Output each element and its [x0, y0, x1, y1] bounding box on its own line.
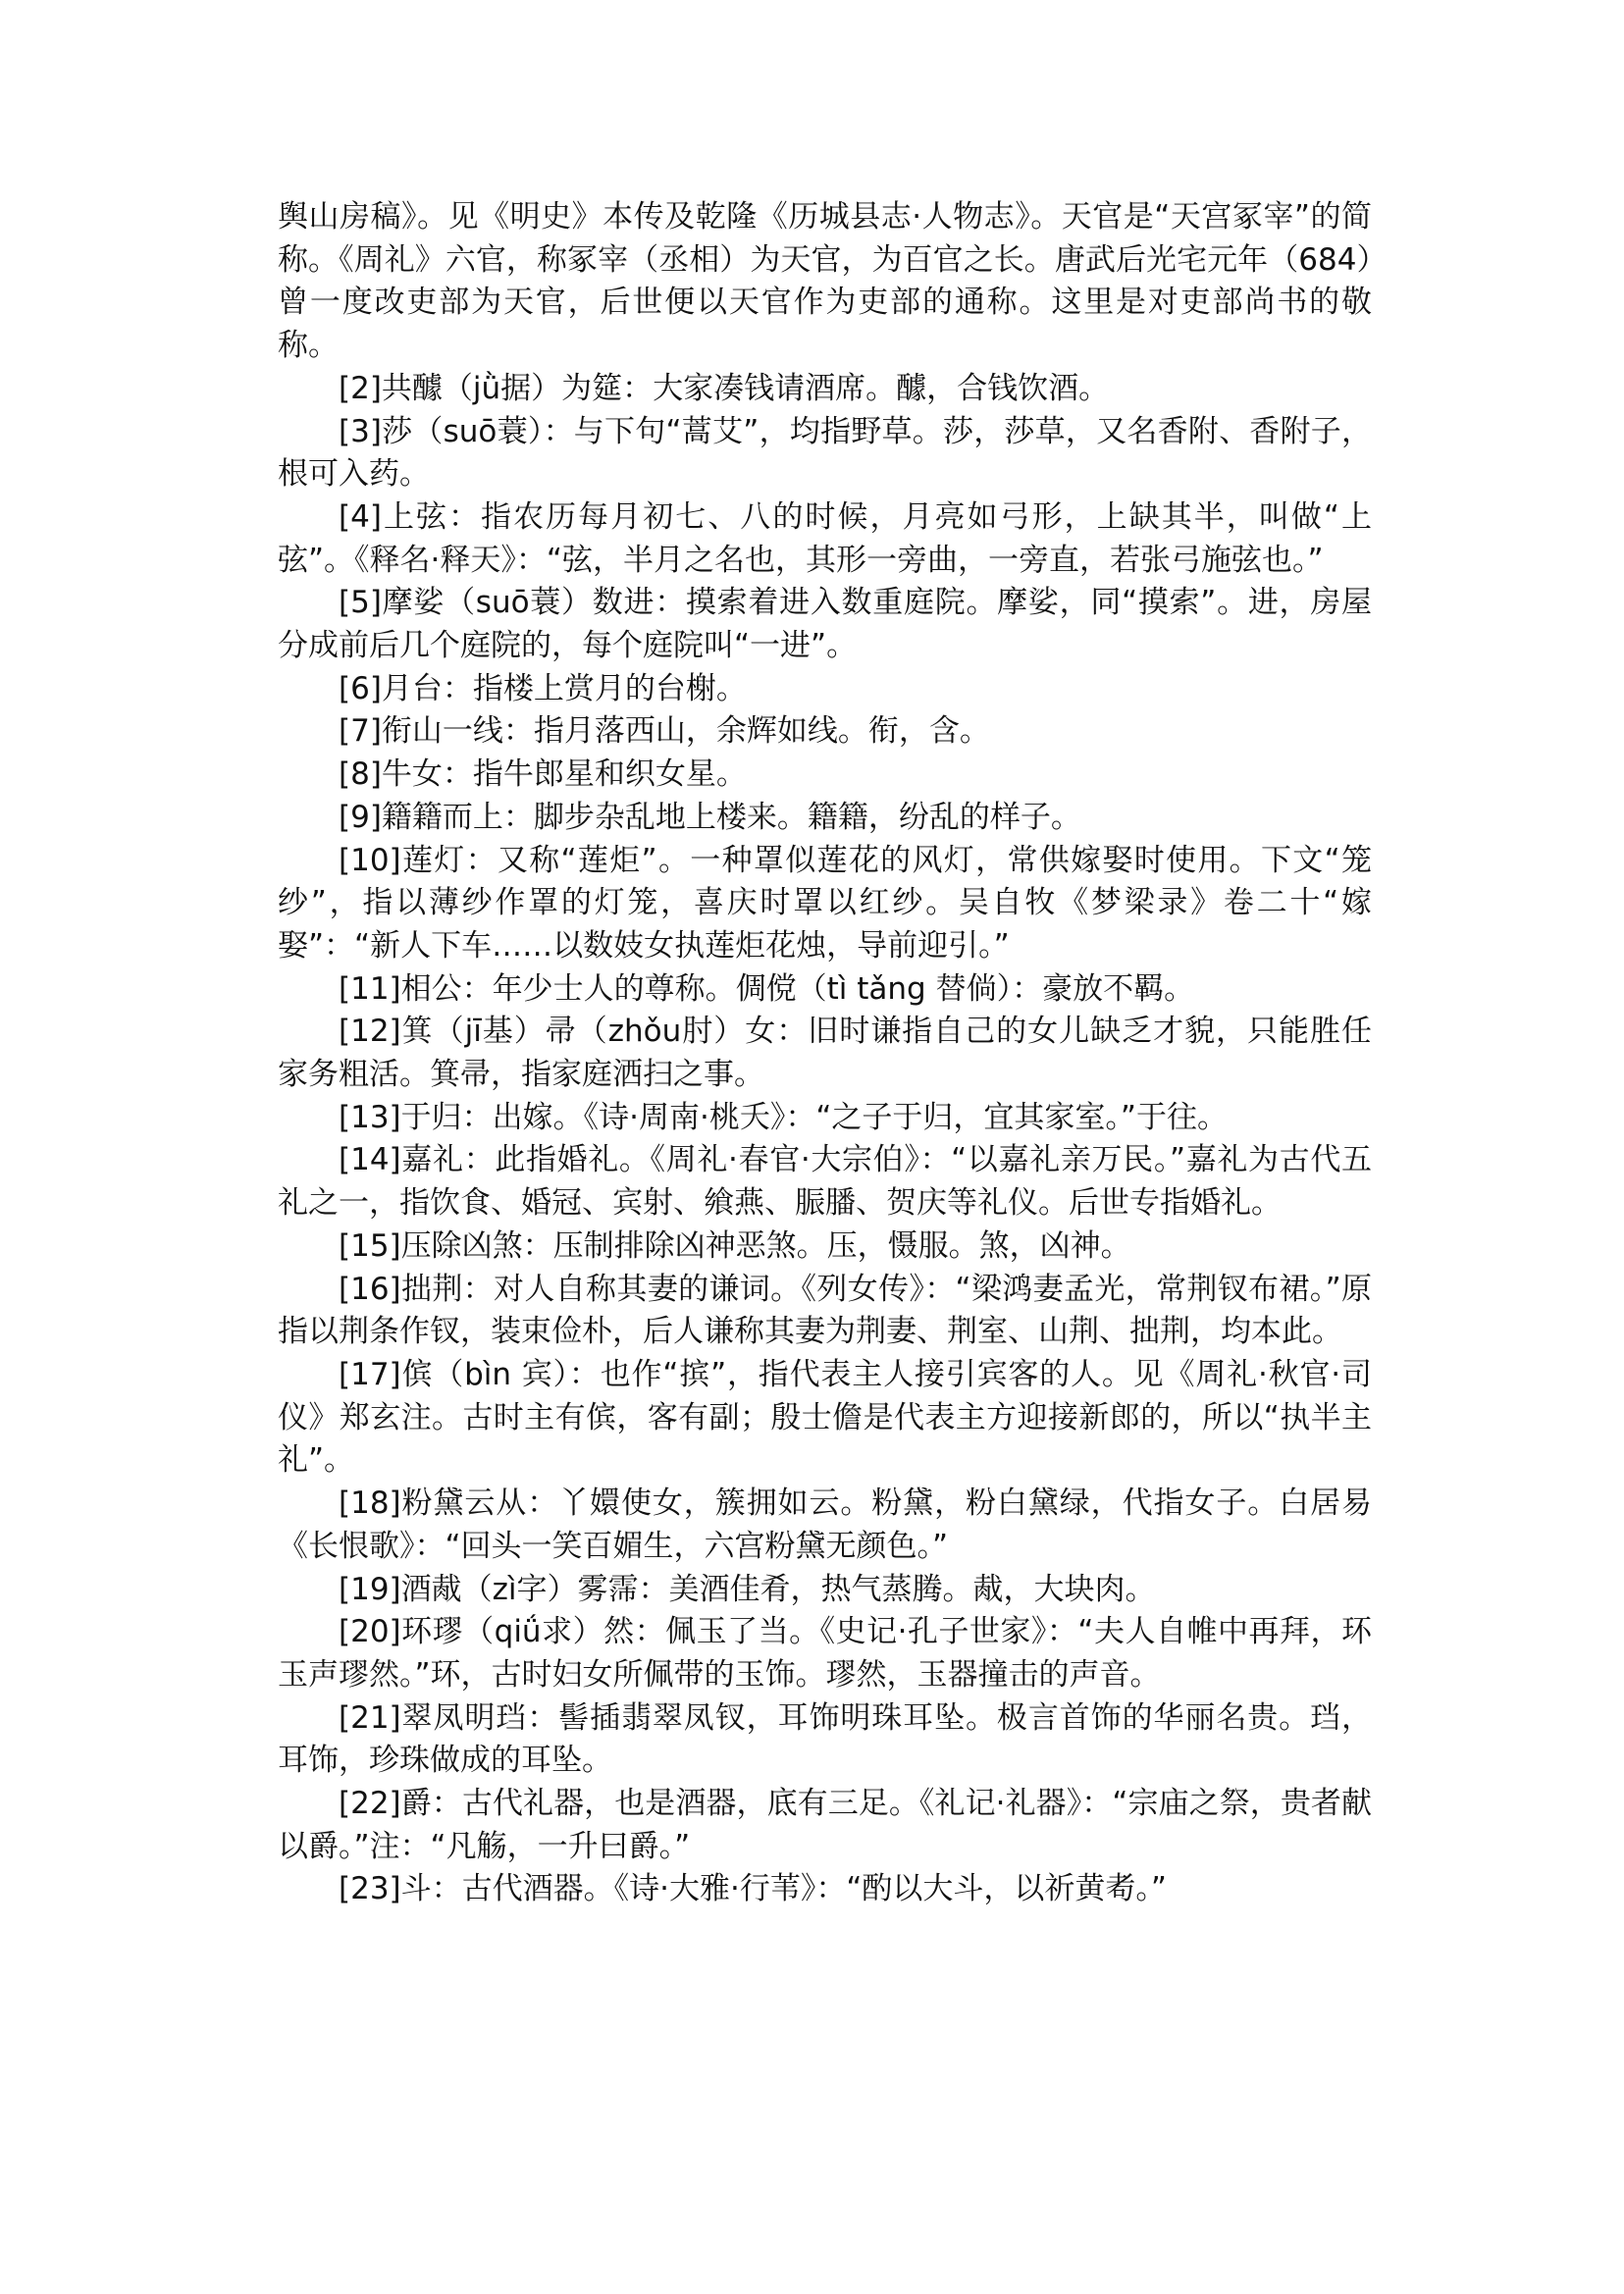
- footnote-3: [3]莎（suō蓑）：与下句“蒿艾”，均指野草。莎，莎草，又名香附、香附子，根可入药。: [278, 413, 1372, 493]
- footnote-13: [13]于归：出嫁。《诗·周南·桃夭》：“之子于归，宜其家室。”于往。: [339, 1099, 1228, 1135]
- footnote-8: [8]牛女：指牛郎星和织女星。: [339, 756, 747, 793]
- footnote-7: [7]衔山一线：指月落西山，余辉如线。衔，含。: [339, 713, 990, 750]
- footnote-15: [15]压除凶煞：压制排除凶神恶煞。压，慑服。煞，凶神。: [339, 1227, 1131, 1264]
- footnote-5: [5]摩娑（suō蓑）数进：摸索着进入数重庭院。摩娑，同“摸索”。进，房屋分成前后几个庭院的，每个庭院叫“一进”。: [278, 585, 1372, 664]
- paragraph-continuation: 舆山房稿》。见《明史》本传及乾隆《历城县志·人物志》。天官是“天宫冢宰”的简称。《周礼》六官，称冢宰（丞相）为天官，为百官之长。唐武后光宅元年（684）曾一度改吏部为天官，后世便以天官作为吏部的通称。这里是对吏部尚书的敬称。: [278, 199, 1372, 364]
- footnote-22: [22]爵：古代礼器，也是酒器，底有三足。《礼记·礼器》：“宗庙之祭，贵者献以爵。”注：“凡觞，一升曰爵。”: [278, 1786, 1372, 1864]
- footnote-17: [17]傧（bìn 宾）：也作“摈”，指代表主人接引宾客的人。见《周礼·秋官·司仪》郑玄注。古时主有傧，客有副；殷士儋是代表主方迎接新郎的，所以“执半主礼”。: [278, 1356, 1372, 1479]
- footnote-2: [2]共醵（jǜ据）为筵：大家凑钱请酒席。醵，合钱饮酒。: [339, 370, 1110, 406]
- footnote-6: [6]月台：指楼上赏月的台榭。: [339, 670, 747, 706]
- footnote-9: [9]籍籍而上：脚步杂乱地上楼来。籍籍，纷乱的样子。: [339, 799, 1081, 835]
- footnote-23: [23]斗：古代酒器。《诗·大雅·行苇》：“酌以大斗，以祈黄耇。”: [339, 1871, 1167, 1907]
- footnote-16: [16]拙荆：对人自称其妻的谦词。《列女传》：“梁鸿妻孟光，常荆钗布裙。”原指以荆条作钗，装束俭朴，后人谦称其妻为荆妻、荆室、山荆、拙荆，均本此。: [278, 1271, 1372, 1350]
- document-body: [278, 196, 1372, 1911]
- footnote-12: [12]箕（jī基）帚（zhǒu肘）女：旧时谦指自己的女儿缺乏才貌，只能胜任家务粗活。箕帚，指家庭洒扫之事。: [278, 1014, 1372, 1093]
- footnote-18: [18]粉黛云从：丫嬛使女，簇拥如云。粉黛，粉白黛绿，代指女子。白居易《长恨歌》：“回头一笑百媚生，六宫粉黛无颜色。”: [278, 1486, 1372, 1564]
- footnote-10: [10]莲灯：又称“莲炬”。一种罩似莲花的风灯，常供嫁娶时使用。下文“笼纱”，指以薄纱作罩的灯笼，喜庆时罩以红纱。吴自牧《梦梁录》卷二十“嫁娶”：“新人下车……以数妓女执莲炬花烛，导前迎引。”: [278, 842, 1372, 964]
- footnote-19: [19]酒胾（zì字）雾霈：美酒佳肴，热气蒸腾。胾，大块肉。: [339, 1571, 1156, 1607]
- footnote-14: [14]嘉礼：此指婚礼。《周礼·春官·大宗伯》：“以嘉礼亲万民。”嘉礼为古代五礼之一，指饮食、婚冠、宾射、飨燕、脤膰、贺庆等礼仪。后世专指婚礼。: [278, 1142, 1372, 1222]
- footnote-11: [11]相公：年少士人的尊称。倜傥（tì tǎng 替倘）：豪放不羁。: [339, 970, 1195, 1007]
- footnote-4: [4]上弦：指农历每月初七、八的时候，月亮如弓形，上缺其半，叫做“上弦”。《释名·释天》：“弦，半月之名也，其形一旁曲，一旁直，若张弓施弦也。”: [278, 498, 1372, 578]
- footnote-21: [21]翠凤明珰：髻插翡翠凤钗，耳饰明珠耳坠。极言首饰的华丽名贵。珰，耳饰，珍珠做成的耳坠。: [278, 1699, 1372, 1779]
- footnote-20: [20]环璆（qiǘ求）然：佩玉了当。《史记·孔子世家》：“夫人自帷中再拜，环玉声璆然。”环，古时妇女所佩带的玉饰。璆然，玉器撞击的声音。: [278, 1614, 1372, 1693]
